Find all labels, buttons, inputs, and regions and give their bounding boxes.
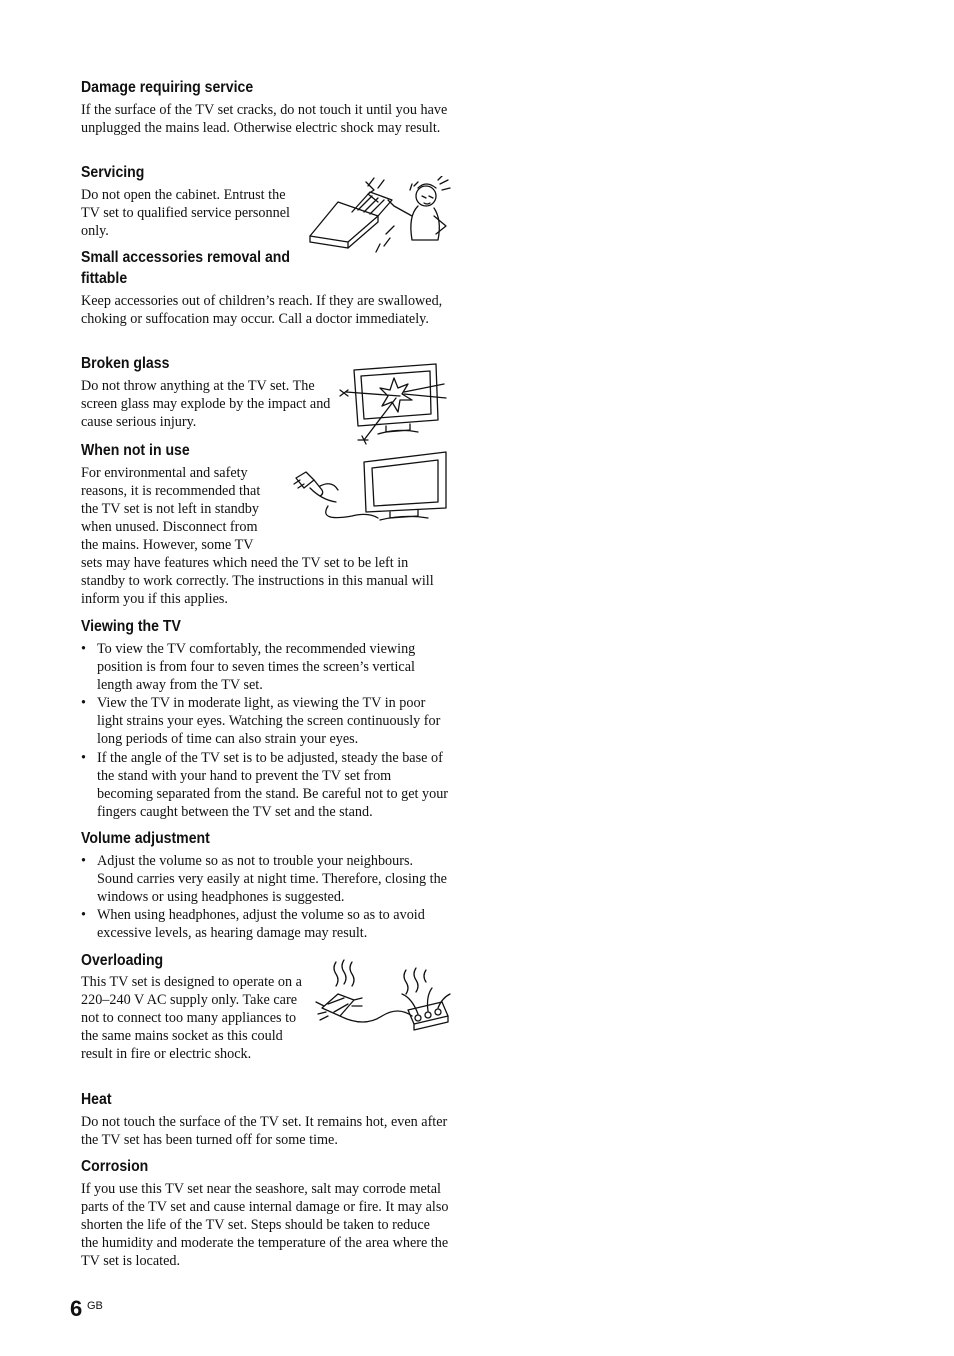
list-item: • View the TV in moderate light, as viewing the TV in poor light strains your eyes. Watching the screen continuously for long periods of time can also strain your eyes.	[81, 694, 449, 748]
heading-volume: Volume adjustment	[81, 830, 210, 847]
list-viewing	[81, 640, 449, 821]
page-suffix: GB	[87, 1300, 103, 1312]
text-line: the mains. However, some TV	[81, 537, 254, 554]
list-item: • If the angle of the TV set is to be adjusted, steady the base of the stand with your hand to prevent the TV set from becoming separated from the stand. Be careful not to get your fingers caught between the TV set and the stand.	[81, 749, 449, 821]
heading-broken-glass: Broken glass	[81, 355, 170, 372]
heading-corrosion: Corrosion	[81, 1158, 149, 1175]
list-item: • To view the TV comfortably, the recommended viewing position is from four to seven times the screen’s vertical length away from the TV set.	[81, 640, 449, 694]
heading-heat: Heat	[81, 1091, 112, 1108]
list-item: • Adjust the volume so as not to trouble your neighbours. Sound carries very easily at night time. Therefore, closing the windows or using headphones is suggested.	[81, 852, 449, 906]
unplug-tv-illustration	[292, 450, 452, 526]
text-not-in-use-rest: sets may have features which need the TV set to be left in standby to work correctly. The instructions in this manual will inform you if this applies.	[81, 555, 434, 608]
text-servicing: Do not open the cabinet. Entrust the TV set to qualified service personnel only.	[81, 187, 290, 240]
heading-viewing: Viewing the TV	[81, 618, 181, 635]
list-item: • When using headphones, adjust the volume so as to avoid excessive levels, as hearing damage may result.	[81, 906, 449, 942]
text-line: reasons, it is recommended that	[81, 483, 261, 500]
text-line: For environmental and safety	[81, 465, 248, 481]
text-broken-glass: Do not throw anything at the TV set. The screen glass may explode by the impact and cause serious injury.	[81, 378, 331, 431]
page-number: 6	[70, 1296, 83, 1321]
heading-servicing: Servicing	[81, 164, 145, 181]
list-volume	[81, 852, 449, 942]
text-line: when unused. Disconnect from	[81, 519, 258, 536]
heading-overloading: Overloading	[81, 952, 164, 969]
text-line: the TV set is not left in standby	[81, 501, 259, 518]
broken-glass-tv-illustration	[334, 360, 450, 446]
text-heat: Do not touch the surface of the TV set. It remains hot, even after the TV set has been turned off for some time.	[81, 1114, 448, 1149]
heading-damage: Damage requiring service	[81, 79, 254, 96]
heading-not-in-use: When not in use	[81, 442, 190, 459]
text-not-in-use-lines	[81, 464, 301, 554]
overloaded-socket-illustration	[314, 958, 452, 1038]
text-accessories: Keep accessories out of children’s reach. If they are swallowed, choking or suffocation may occur. Call a doctor immediately.	[81, 293, 443, 328]
heading-accessories-line1: Small accessories removal and	[81, 249, 290, 266]
heading-accessories-line2: fittable	[81, 270, 128, 287]
text-overloading: This TV set is designed to operate on a 220–240 V AC supply only. Take care not to connect too many appliances to the same mains socket as this could result in fire or electric shock.	[81, 974, 302, 1063]
text-corrosion: If you use this TV set near the seashore, salt may corrode metal parts of the TV set and cause internal damage or fire. It may also shorten the life of the TV set. Steps should be taken to reduce the humidity and moderate the temperature of the area where the TV set is located.	[81, 1181, 449, 1270]
text-damage: If the surface of the TV set cracks, do not touch it until you have unplugged the mains lead. Otherwise electric shock may result.	[81, 102, 448, 137]
person-opening-cabinet-illustration	[308, 176, 452, 256]
